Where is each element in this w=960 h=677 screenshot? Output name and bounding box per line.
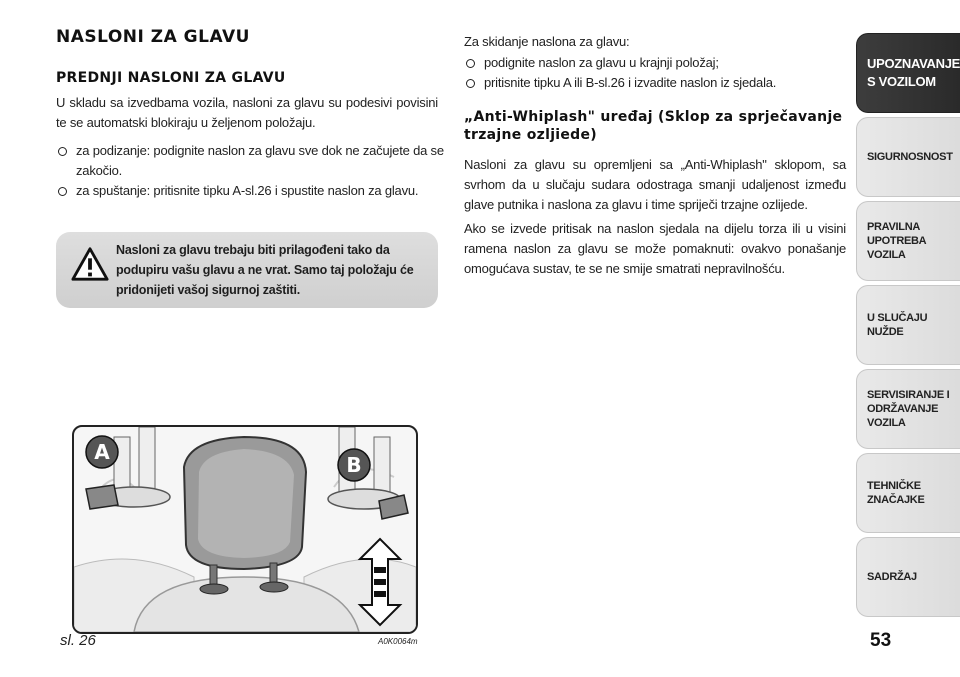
bullet-circle-icon (58, 147, 67, 156)
bullet-circle-icon (466, 59, 475, 68)
headrest-illustration (74, 427, 416, 632)
section-subtitle: PREDNJI NASLONI ZA GLAVU (56, 70, 286, 86)
tab-tehnicke-znacajke[interactable] (856, 453, 960, 533)
list-item-text: pritisnite tipku A ili B-sl.26 i izvadite naslon iz sjedala. (484, 75, 777, 90)
anti-whiplash-title: „Anti-Whiplash" uređaj (Sklop za sprječavanje trzajne ozljiede) (464, 109, 843, 143)
bullet-circle-icon (466, 79, 475, 88)
tab-sadrzaj[interactable] (856, 537, 960, 617)
tab-label: UPOZNAVANJE S VOZILOM (867, 56, 960, 89)
tab-upoznavanje[interactable] (856, 33, 960, 113)
tab-label: SIGURNOSNOST (867, 151, 953, 163)
warning-triangle-icon (71, 246, 109, 282)
list-item (56, 181, 446, 201)
tab-label: TEHNIČKE ZNAČAJKE (867, 480, 925, 506)
headrest-figure (72, 425, 418, 634)
list-item (464, 73, 844, 93)
page-number: 53 (870, 630, 892, 651)
figure-code: A0K0064m (378, 637, 418, 646)
tab-pravilna-upotreba[interactable] (856, 201, 960, 281)
tab-servisiranje[interactable] (856, 369, 960, 449)
anti-whiplash-paragraph-1: Nasloni za glavu su opremljeni sa „Anti-Whiplash" sklopom, sa svrhom da u slučaju sudara odostraga smanji udaljenost između glave putnika i naslona za glavu i time spriječi trzajne ozlijede. (464, 157, 846, 212)
tab-label: SADRŽAJ (867, 571, 917, 583)
warning-text: Nasloni za glavu trebaju biti prilagođeni tako da podupiru vašu glavu a ne vrat. Samo taj položaju će pridonijeti vašoj sigurnoj zaštiti. (116, 243, 414, 297)
label-b: B (346, 453, 362, 477)
bullet-circle-icon (58, 187, 67, 196)
warning-box (56, 232, 438, 308)
list-item (464, 53, 844, 73)
tab-label: SERVISIRANJE I ODRŽAVANJE VOZILA (867, 389, 950, 429)
page-title: NASLONI ZA GLAVU (56, 27, 250, 47)
list-item-text: podignite naslon za glavu u krajnji položaj; (484, 55, 719, 70)
intro-paragraph: U skladu sa izvedbama vozila, nasloni za glavu su podesivi povisini te se automatski blokiraju u željenom položaju. (56, 95, 438, 130)
tab-label: PRAVILNA UPOTREBA VOZILA (867, 221, 927, 261)
list-item-text: za spuštanje: pritisnite tipku A-sl.26 i spustite naslon za glavu. (76, 183, 419, 198)
anti-whiplash-paragraph-2: Ako se izvede pritisak na naslon sjedala na dijelu torza ili u visini ramena naslon za glavu se može pomaknuti: ovakvo ponašanje omogućava sustav, te se ne smije smatrati nepravilnošću. (464, 221, 846, 276)
tab-sigurnosnost[interactable] (856, 117, 960, 197)
tab-label: U SLUČAJU NUŽDE (867, 312, 928, 338)
inset-b (328, 427, 408, 519)
tab-u-slucaju-nuzde[interactable] (856, 285, 960, 365)
removal-bullet-list (464, 53, 844, 93)
list-item (56, 141, 446, 181)
adjust-bullet-list (56, 141, 446, 201)
list-item-text: za podizanje: podignite naslon za glavu sve dok ne začujete da se zakočio. (76, 143, 444, 178)
figure-caption: sl. 26 (60, 632, 96, 649)
removal-intro: Za skidanje naslona za glavu: (464, 34, 630, 49)
label-a: A (94, 440, 110, 464)
